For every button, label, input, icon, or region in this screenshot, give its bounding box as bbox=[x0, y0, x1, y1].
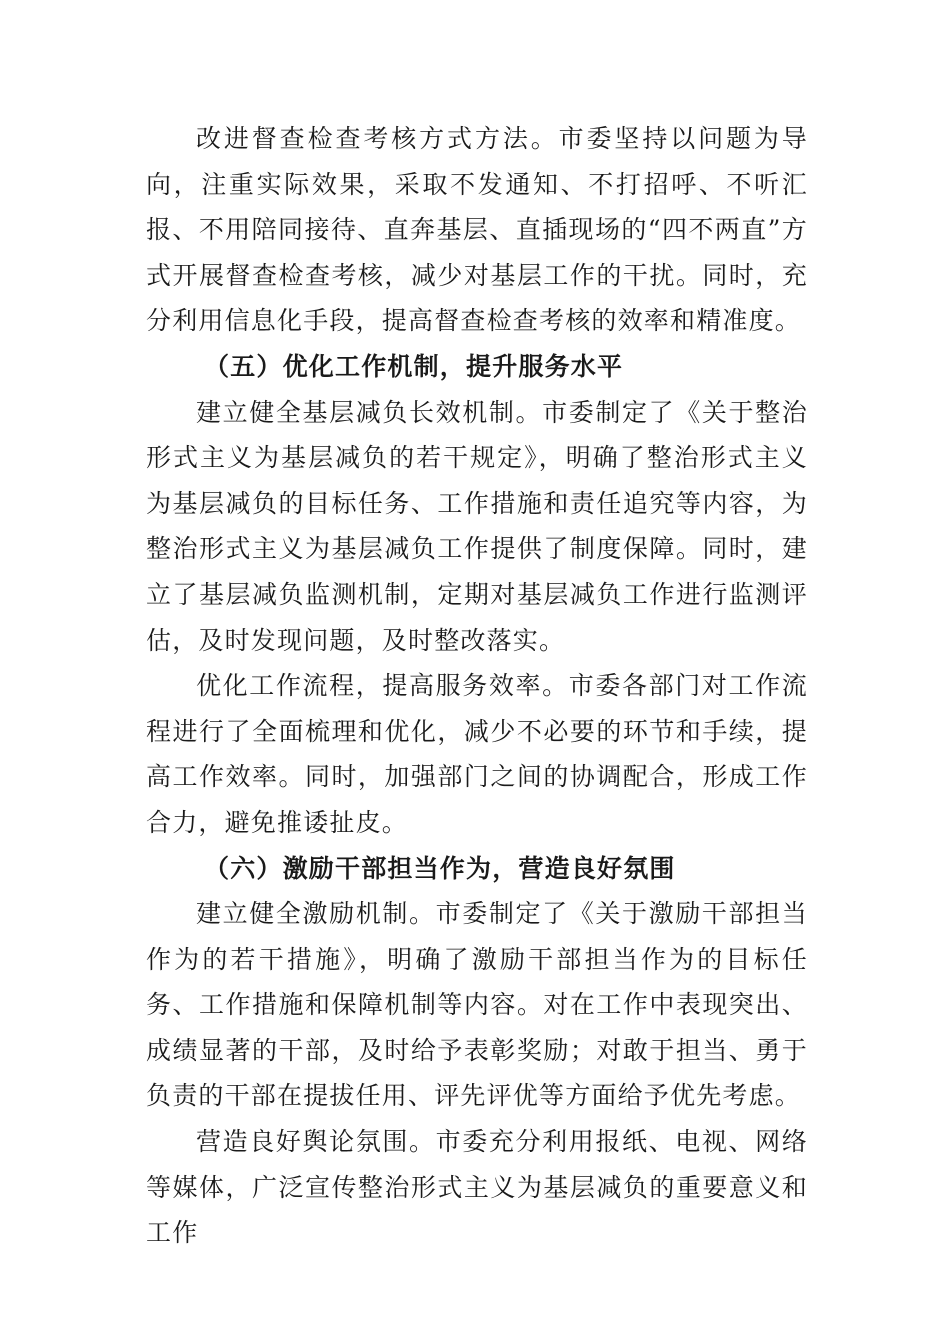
document-page bbox=[146, 116, 808, 1256]
paragraph-long-term-mechanism: 建立健全基层减负长效机制。市委制定了《关于整治形式主义为基层减负的若干规定》，明确了整治形式主义为基层减负的目标任务、工作措施和责任追究等内容，为整治形式主义为基层减负工作提供了制度保障。同时，建立了基层减负监测机制，定期对基层减负工作进行监测评估，及时发现问题，及时整改落实。 bbox=[146, 397, 808, 655]
paragraph-workflow-optimization: 优化工作流程，提高服务效率。市委各部门对工作流程进行了全面梳理和优化，减少不必要的环节和手续，提高工作效率。同时，加强部门之间的协调配合，形成工作合力，避免推诿扯皮。 bbox=[146, 671, 808, 837]
section-heading-five: （五）优化工作机制，提升服务水平 bbox=[204, 351, 624, 381]
paragraph-public-opinion: 营造良好舆论氛围。市委充分利用报纸、电视、网络等媒体，广泛宣传整治形式主义为基层减负的重要意义和工作 bbox=[146, 1127, 808, 1248]
paragraph-incentive-mechanism: 建立健全激励机制。市委制定了《关于激励干部担当作为的若干措施》，明确了激励干部担当作为的目标任务、工作措施和保障机制等内容。对在工作中表现突出、成绩显著的干部，及时给予表彰奖励；对敢于担当、勇于负责的干部在提拔任用、评先评优等方面给予优先考虑。 bbox=[146, 899, 808, 1111]
section-heading-six: （六）激励干部担当作为，营造良好氛围 bbox=[204, 853, 676, 883]
paragraph-inspection-methods: 改进督查检查考核方式方法。市委坚持以问题为导向，注重实际效果，采取不发通知、不打招呼、不听汇报、不用陪同接待、直奔基层、直插现场的“四不两直”方式开展督查检查考核，减少对基层工作的干扰。同时，充分利用信息化手段，提高督查检查考核的效率和精准度。 bbox=[146, 124, 808, 336]
